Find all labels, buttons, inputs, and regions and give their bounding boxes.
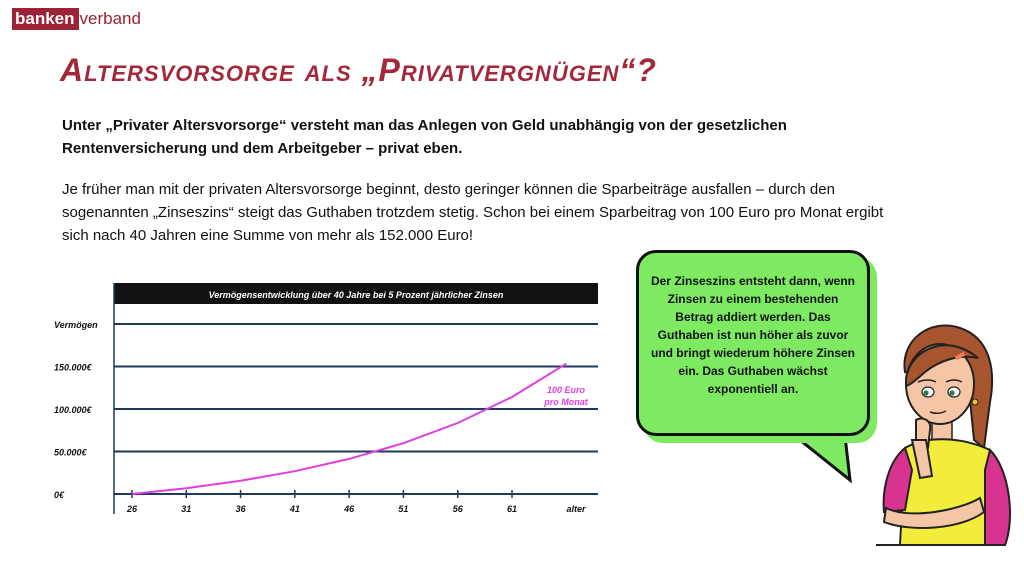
page-title: Altersvorsorge als „Privatvergnügen“? [60, 52, 657, 88]
x-tick-label: 41 [289, 504, 300, 514]
y-tick-label: 150.000€ [54, 362, 92, 373]
y-tick-label: 0€ [54, 490, 65, 500]
y-tick-label: 100.000€ [54, 405, 92, 415]
x-tick-label: 36 [235, 504, 246, 514]
y-axis-label: Vermögen [54, 320, 98, 330]
chart-title: Vermögensentwicklung über 40 Jahre bei 5 Prozent jährlicher Zinsen [208, 290, 504, 300]
x-tick-label: 51 [398, 504, 409, 514]
x-tick-label: 61 [506, 504, 518, 514]
x-tick-label: 26 [126, 504, 138, 514]
x-tick-label: 56 [452, 504, 463, 514]
body-text: Je früher man mit der privaten Altersvorsorge beginnt, desto geringer können die Sparbeiträge ausfallen – durch den sogenannten „Zinseszins“ steigt das Guthaben trotzdem stetig. Schon bei einem Sparbeitrag von 100 Euro pro Monat ergibt sich nach 40 Jahren eine Summe von mehr als 152.000 Euro! [62, 181, 884, 244]
intro-text: Unter „Privater Altersvorsorge“ versteht man das Anlegen von Geld unabhängig von der gesetzlichen Rentenversicherung und dem Arbeitgeber – privat eben. [62, 117, 787, 157]
x-axis-label: alter [566, 504, 586, 514]
series-label-line1: 100 Euro [546, 385, 586, 395]
series-label-line2: pro Monat [544, 397, 588, 407]
x-tick-label: 46 [344, 504, 355, 514]
x-tick-label: 31 [181, 504, 192, 514]
y-tick-label: 50.000€ [54, 447, 87, 458]
speech-bubble-text: Der Zinseszins entsteht dann, wenn Zinsen zu einem bestehenden Betrag addiert werden. Das Guthaben ist nun höher als zuvor und bringt wiederum höhere Zinsen ein. Das Guthaben wächst exponentiell an. [650, 274, 856, 396]
logo-part1: banken [12, 8, 79, 30]
logo-part2: verband [79, 9, 141, 28]
